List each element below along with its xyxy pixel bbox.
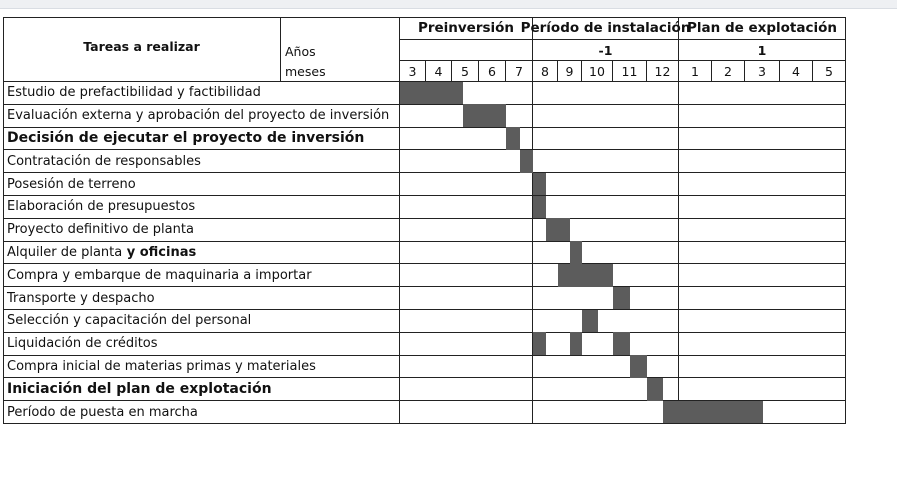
task-label <box>3 219 400 242</box>
month-label: 6 <box>479 61 506 82</box>
month-label: 5 <box>452 61 479 82</box>
timeline-cell <box>533 287 679 310</box>
gantt-bar <box>613 332 630 355</box>
timeline-cell <box>533 150 679 173</box>
timeline-cell <box>533 242 679 265</box>
month-label: 11 <box>613 61 647 82</box>
timeline-cell <box>533 196 679 219</box>
timeline-cell <box>400 242 533 265</box>
gantt-bar <box>533 196 546 219</box>
timeline-cell <box>533 356 679 379</box>
gantt-bar <box>647 378 663 401</box>
gantt-bar <box>613 287 630 310</box>
task-label <box>3 242 400 265</box>
timeline-cell <box>533 105 679 128</box>
task-label <box>3 150 400 173</box>
timeline-cell <box>533 82 679 105</box>
month-label: 10 <box>582 61 613 82</box>
timeline-cell <box>533 333 679 356</box>
timeline-cell <box>679 82 846 105</box>
timeline-cell <box>679 310 846 333</box>
tasks-header: Tareas a realizar <box>3 17 281 82</box>
gantt-bar <box>533 173 546 196</box>
task-label-text: Decisión de ejecutar el proyecto de inversión <box>7 130 365 147</box>
timeline-cell <box>400 401 533 424</box>
timeline-cell <box>533 310 679 333</box>
task-label <box>3 264 400 287</box>
task-label <box>3 196 400 219</box>
gantt-bar <box>400 82 463 105</box>
month-label: 4 <box>426 61 452 82</box>
timeline-cell <box>679 105 846 128</box>
task-label-text: Proyecto definitivo de planta <box>7 222 194 238</box>
month-label: 3 <box>400 61 426 82</box>
task-label-text: Compra y embarque de maquinaria a importar <box>7 267 312 283</box>
task-label-text: Evaluación externa y aprobación del proyecto de inversión <box>7 108 390 124</box>
month-label: 7 <box>506 61 533 82</box>
gantt-bar <box>570 332 582 355</box>
gantt-bar <box>558 264 613 287</box>
month-label: 5 <box>813 61 846 82</box>
task-label <box>3 287 400 310</box>
timeline-cell <box>400 219 533 242</box>
gantt-bar <box>533 332 546 355</box>
task-label-text: Compra inicial de materias primas y materiales <box>7 358 316 374</box>
years-label: Años <box>281 17 400 61</box>
task-label <box>3 310 400 333</box>
timeline-cell <box>400 264 533 287</box>
timeline-cell <box>679 196 846 219</box>
timeline-cell <box>679 173 846 196</box>
year-empty <box>400 40 533 61</box>
timeline-cell <box>400 378 533 401</box>
gantt-bar <box>630 355 647 378</box>
task-label-text: Alquiler de planta <box>7 244 123 260</box>
timeline-cell <box>533 128 679 151</box>
timeline-cell <box>400 310 533 333</box>
month-label: 12 <box>647 61 679 82</box>
task-label <box>3 128 400 151</box>
task-label-text: Transporte y despacho <box>7 290 155 306</box>
gantt-bar <box>463 104 506 127</box>
task-label-text: Estudio de prefactibilidad y factibilidad <box>7 85 261 101</box>
task-label-text: Selección y capacitación del personal <box>7 313 252 329</box>
timeline-cell <box>679 287 846 310</box>
phase-header: Preinversión <box>400 17 533 40</box>
gantt-bar <box>506 127 520 150</box>
gantt-bar <box>520 150 534 173</box>
month-label: 4 <box>780 61 813 82</box>
timeline-cell <box>533 401 679 424</box>
timeline-cell <box>679 264 846 287</box>
timeline-cell <box>400 356 533 379</box>
timeline-cell <box>533 173 679 196</box>
timeline-cell <box>679 242 846 265</box>
gantt-bar <box>582 310 598 333</box>
task-label-text: Elaboración de presupuestos <box>7 199 196 215</box>
gantt-bar <box>663 401 763 424</box>
phase-header: Plan de explotación <box>679 17 846 40</box>
timeline-cell <box>679 150 846 173</box>
timeline-cell <box>679 378 846 401</box>
task-label-text: Liquidación de créditos <box>7 336 158 352</box>
phase-header: Período de instalación <box>533 17 679 40</box>
task-label <box>3 378 400 401</box>
gantt-bar <box>570 241 582 264</box>
task-label-text: Período de puesta en marcha <box>7 404 198 420</box>
month-label: 8 <box>533 61 558 82</box>
task-label-text: Iniciación del plan de explotación <box>7 381 272 398</box>
task-label <box>3 105 400 128</box>
month-label: 9 <box>558 61 582 82</box>
task-label-bold-suffix: y oficinas <box>122 244 197 260</box>
timeline-cell <box>400 173 533 196</box>
timeline-cell <box>400 196 533 219</box>
task-label <box>3 173 400 196</box>
timeline-cell <box>679 128 846 151</box>
timeline-cell <box>679 219 846 242</box>
task-label-text: Contratación de responsables <box>7 153 201 169</box>
year-label: -1 <box>533 40 679 61</box>
month-label: 3 <box>745 61 780 82</box>
task-label <box>3 333 400 356</box>
gantt-bar <box>546 218 571 241</box>
month-label: 1 <box>679 61 712 82</box>
timeline-cell <box>679 356 846 379</box>
months-label: meses <box>281 61 400 82</box>
task-label <box>3 401 400 424</box>
task-label-text: Posesión de terreno <box>7 176 136 192</box>
month-label: 2 <box>712 61 745 82</box>
task-label <box>3 82 400 105</box>
year-label: 1 <box>679 40 846 61</box>
timeline-cell <box>400 287 533 310</box>
task-label <box>3 356 400 379</box>
timeline-cell <box>679 333 846 356</box>
timeline-cell <box>400 150 533 173</box>
timeline-cell <box>400 333 533 356</box>
